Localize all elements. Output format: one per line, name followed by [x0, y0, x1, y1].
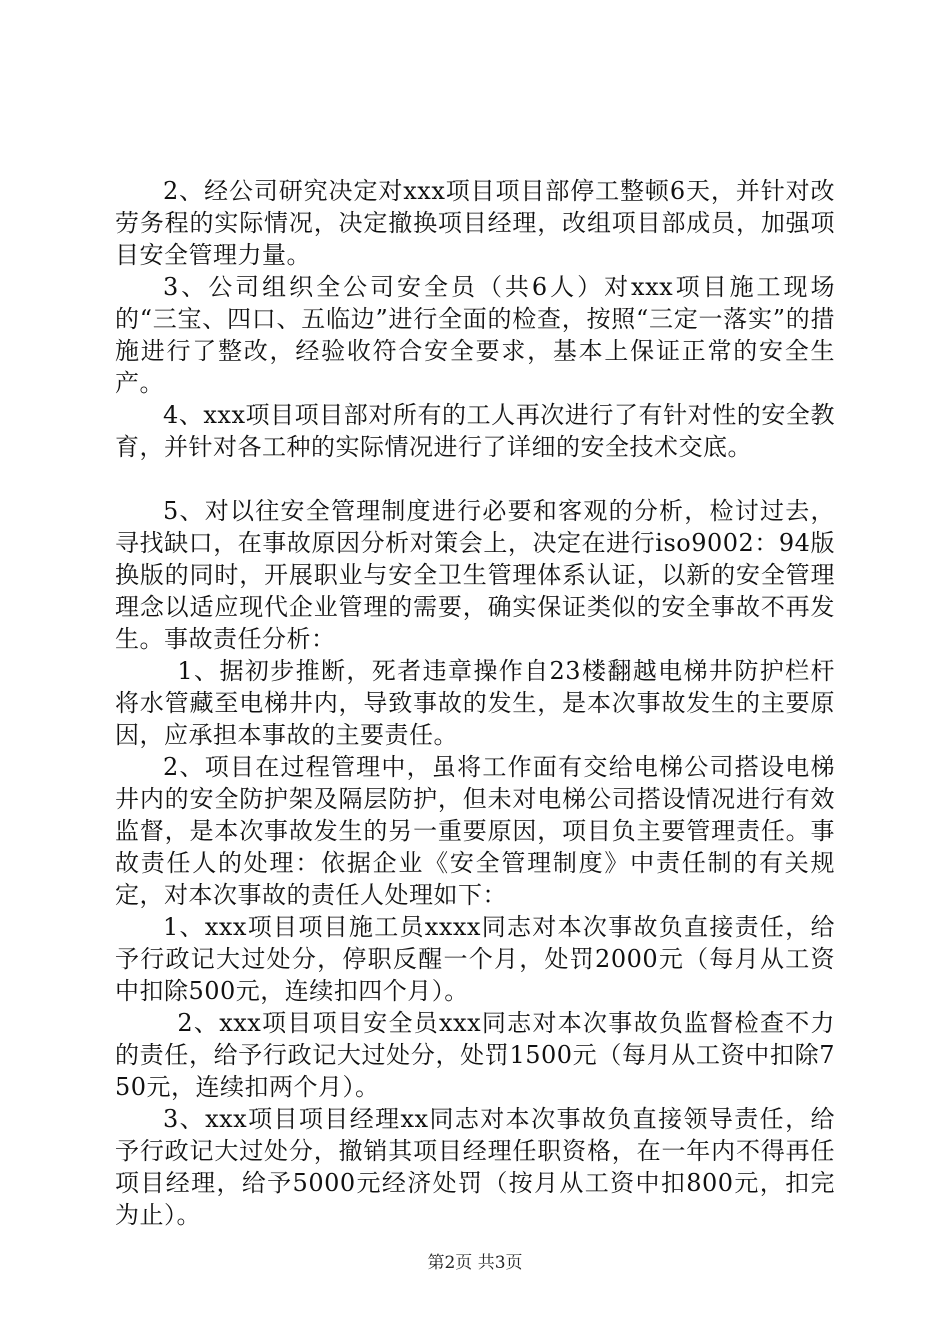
paragraph-measure-5: 5、对以往安全管理制度进行必要和客观的分析，检讨过去，寻找缺口，在事故原因分析对策会上，决定在进行iso9002：94版换版的同时，开展职业与安全卫生管理体系认证，以新的安全管理理念以适应现代企业管理的需要，确实保证类似的安全事故不再发生。事故责任分析：	[115, 497, 835, 653]
paragraph-cause-2: 2、项目在过程管理中，虽将工作面有交给电梯公司搭设电梯井内的安全防护架及隔层防护，但未对电梯公司搭设情况进行有效监督，是本次事故发生的另一重要原因，项目负主要管理责任。事故责任人的处理：依据企业《安全管理制度》中责任制的有关规定，对本次事故的责任人处理如下：	[115, 753, 835, 909]
paragraph-cause-1: 1、据初步推断，死者违章操作自23楼翻越电梯井防护栏杆将水管藏至电梯井内，导致事故的发生，是本次事故发生的主要原因，应承担本事故的主要责任。	[115, 657, 835, 749]
document-body	[115, 175, 835, 1231]
paragraph-penalty-1: 1、xxx项目项目施工员xxxx同志对本次事故负直接责任，给予行政记大过处分，停职反醒一个月，处罚2000元（每月从工资中扣除500元，连续扣四个月）。	[115, 913, 835, 1005]
paragraph-measure-3: 3、公司组织全公司安全员（共6人）对xxx项目施工现场的“三宝、四口、五临边”进行全面的检查，按照“三定一落实”的措施进行了整改，经验收符合安全要求，基本上保证正常的安全生产。	[115, 273, 835, 397]
page-footer	[0, 1248, 950, 1273]
paragraph-measure-2: 2、经公司研究决定对xxx项目项目部停工整顿6天，并针对改劳务程的实际情况，决定撤换项目经理，改组项目部成员，加强项目安全管理力量。	[115, 177, 835, 269]
page-number-label: 第2页 共3页	[427, 1253, 523, 1273]
paragraph-measure-4: 4、xxx项目项目部对所有的工人再次进行了有针对性的安全教育，并针对各工种的实际情况进行了详细的安全技术交底。	[115, 401, 835, 461]
paragraph-penalty-3: 3、xxx项目项目经理xx同志对本次事故负直接领导责任，给予行政记大过处分，撤销其项目经理任职资格，在一年内不得再任项目经理，给予5000元经济处罚（按月从工资中扣800元，扣完为止）。	[115, 1105, 835, 1229]
paragraph-penalty-2: 2、xxx项目项目安全员xxx同志对本次事故负监督检查不力的责任，给予行政记大过处分，处罚1500元（每月从工资中扣除750元，连续扣两个月）。	[115, 1009, 835, 1101]
